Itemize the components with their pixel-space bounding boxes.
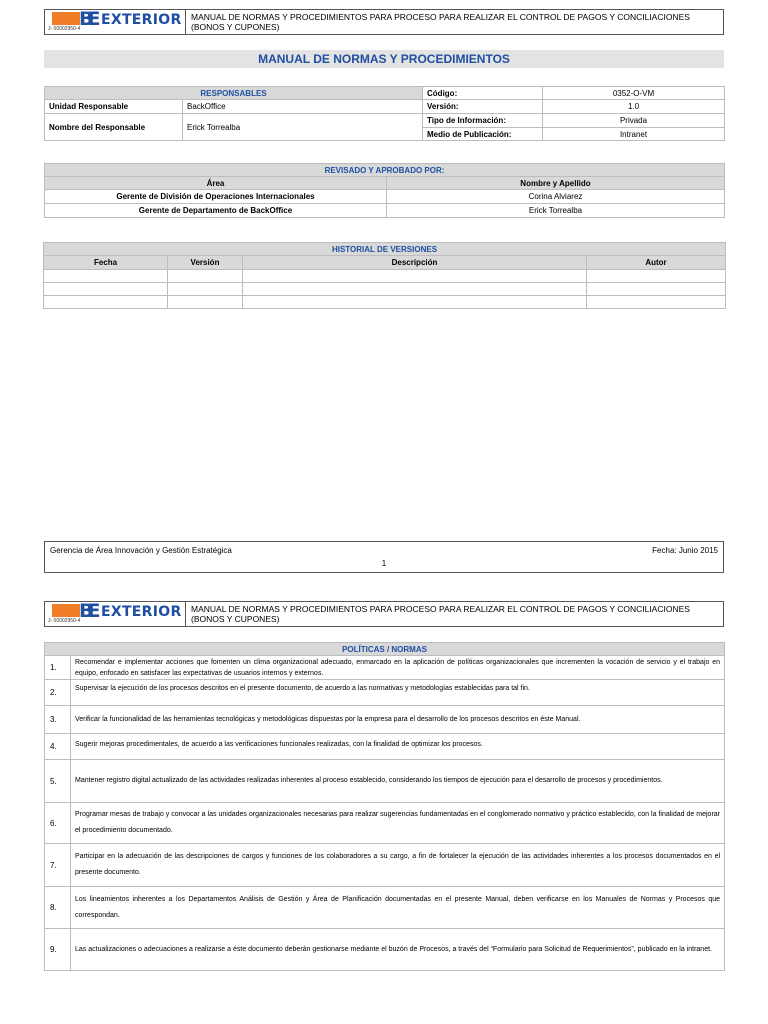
footer-date: Fecha: Junio 2015	[652, 546, 718, 555]
main-title: MANUAL DE NORMAS Y PROCEDIMIENTOS	[44, 50, 724, 68]
revisado-area-1: Gerente de División de Operaciones Internacionales	[45, 190, 387, 204]
list-item	[45, 887, 725, 929]
list-item	[45, 803, 725, 844]
table-row	[44, 270, 726, 283]
tipo-label: Tipo de Información:	[423, 114, 543, 128]
page2-header	[44, 601, 724, 627]
nombre-label: Nombre del Responsable	[45, 114, 183, 141]
header-title: MANUAL DE NORMAS Y PROCEDIMIENTOS PARA PROCESO PARA REALIZAR EL CONTROL DE PAGOS Y CONCILIACIONES (BONOS Y CUPONES)	[191, 12, 690, 32]
version-value: 1.0	[543, 100, 725, 114]
politica-text-6: Programar mesas de trabajo y convocar a las unidades organizacionales necesarias para realizar sugerencias fundamentadas en el conglomerado normativo y práctico establecido, con la finalidad de mejorar el procedimiento documentado.	[71, 803, 725, 844]
list-item	[45, 929, 725, 971]
list-item	[45, 680, 725, 706]
responsables-heading: RESPONSABLES	[45, 87, 423, 100]
politica-num-6: 6.	[45, 803, 71, 844]
header-title: MANUAL DE NORMAS Y PROCEDIMIENTOS PARA PROCESO PARA REALIZAR EL CONTROL DE PAGOS Y CONCILIACIONES (BONOS Y CUPONES)	[191, 604, 690, 624]
politica-num-4: 4.	[45, 734, 71, 760]
company-logo	[45, 10, 186, 34]
col-descripcion: Descripción	[243, 256, 587, 270]
page1-header	[44, 9, 724, 35]
politica-num-5: 5.	[45, 760, 71, 803]
politica-text-4: Sugerir mejoras procedimentales, de acuerdo a las verificaciones funcionales realizadas, con la finalidad de optimizar los procesos.	[71, 734, 725, 760]
politica-text-5: Mantener registro digital actualizado de las actividades realizadas inherentes al proceso establecido, considerando los tiempos de ejecución para el desarrollo de procesos y procedimientos.	[71, 760, 725, 803]
logo-rif: J- 00002950-4	[48, 618, 81, 624]
codigo-label: Código:	[423, 87, 543, 100]
codigo-value: 0352-O-VM	[543, 87, 725, 100]
list-item	[45, 706, 725, 734]
logo-mark: BE	[79, 600, 95, 622]
politica-num-8: 8.	[45, 887, 71, 929]
version-label: Versión:	[423, 100, 543, 114]
logo-orange-block	[52, 604, 80, 617]
footer-department: Gerencia de Área Innovación y Gestión Estratégica	[50, 546, 232, 555]
unidad-label: Unidad Responsable	[45, 100, 183, 114]
list-item	[45, 844, 725, 887]
politica-text-8: Los lineamientos inherentes a los Departamentos Análisis de Gestión y Área de Planificación documentadas en el presente Manual, deben verificarse en los Manuales de Normas y Procesos que correspondan.	[71, 887, 725, 929]
table-row	[44, 283, 726, 296]
revisado-table	[44, 163, 725, 218]
logo-mark: BE	[79, 8, 95, 30]
historial-heading: HISTORIAL DE VERSIONES	[44, 243, 726, 256]
revisado-nombre-2: Erick Torrealba	[387, 204, 725, 218]
col-fecha: Fecha	[44, 256, 168, 270]
col-version: Versión	[168, 256, 243, 270]
politicas-table	[44, 642, 725, 971]
list-item	[45, 760, 725, 803]
company-logo	[45, 602, 186, 626]
col-autor: Autor	[587, 256, 726, 270]
list-item	[45, 734, 725, 760]
table-row	[44, 296, 726, 309]
unidad-value: BackOffice	[183, 100, 423, 114]
politica-text-3: Verificar la funcionalidad de las herramientas tecnológicas y metodológicas dispuestas por la empresa para el desarrollo de los procesos descritos en éste Manual.	[71, 706, 725, 734]
col-area: Área	[45, 177, 387, 190]
logo-orange-block	[52, 12, 80, 25]
politicas-heading: POLÍTICAS / NORMAS	[45, 643, 725, 656]
politica-num-1: 1.	[45, 656, 71, 680]
medio-label: Medio de Publicación:	[423, 128, 543, 141]
politica-text-2: Supervisar la ejecución de los procesos descritos en el presente documento, de acuerdo a las normativas y metodologías establecidas para tal fin.	[71, 680, 725, 706]
politica-text-9: Las actualizaciones o adecuaciones a realizarse a éste documento deberán gestionarse mediante el buzón de Procesos, a través del “Formulario para Solicitud de Requerimientos”, publicado en la intranet.	[71, 929, 725, 971]
historial-table	[43, 242, 726, 309]
politica-num-9: 9.	[45, 929, 71, 971]
nombre-value: Erick Torrealba	[183, 114, 423, 141]
revisado-heading: REVISADO Y APROBADO POR:	[45, 164, 725, 177]
list-item	[45, 656, 725, 680]
politica-text-7: Participar en la adecuación de las descripciones de cargos y funciones de los colaboradores a su cargo, a fin de fortalecer la ejecución de las actividades inherentes a los procesos documentados en el presente documento.	[71, 844, 725, 887]
page-footer	[44, 541, 724, 573]
politica-num-3: 3.	[45, 706, 71, 734]
tipo-value: Privada	[543, 114, 725, 128]
politica-num-2: 2.	[45, 680, 71, 706]
revisado-nombre-1: Corina Alviarez	[387, 190, 725, 204]
politica-num-7: 7.	[45, 844, 71, 887]
logo-rif: J- 00002950-4	[48, 26, 81, 32]
politica-text-1: Recomendar e implementar acciones que fomenten un clima organizacional adecuado, enmarcado en la aplicación de políticas organizacionales que incrementen la vocación de servicio y el trabajo en equipo, enfocado en satisfacer las expectativas de usuarios internos y externos.	[71, 656, 725, 680]
revisado-area-2: Gerente de Departamento de BackOffice	[45, 204, 387, 218]
responsables-table	[44, 86, 725, 141]
medio-value: Intranet	[543, 128, 725, 141]
logo-word: EXTERIOR	[101, 12, 182, 28]
page-number: 1	[381, 559, 387, 568]
logo-word: EXTERIOR	[101, 604, 182, 620]
col-nombre: Nombre y Apellido	[387, 177, 725, 190]
